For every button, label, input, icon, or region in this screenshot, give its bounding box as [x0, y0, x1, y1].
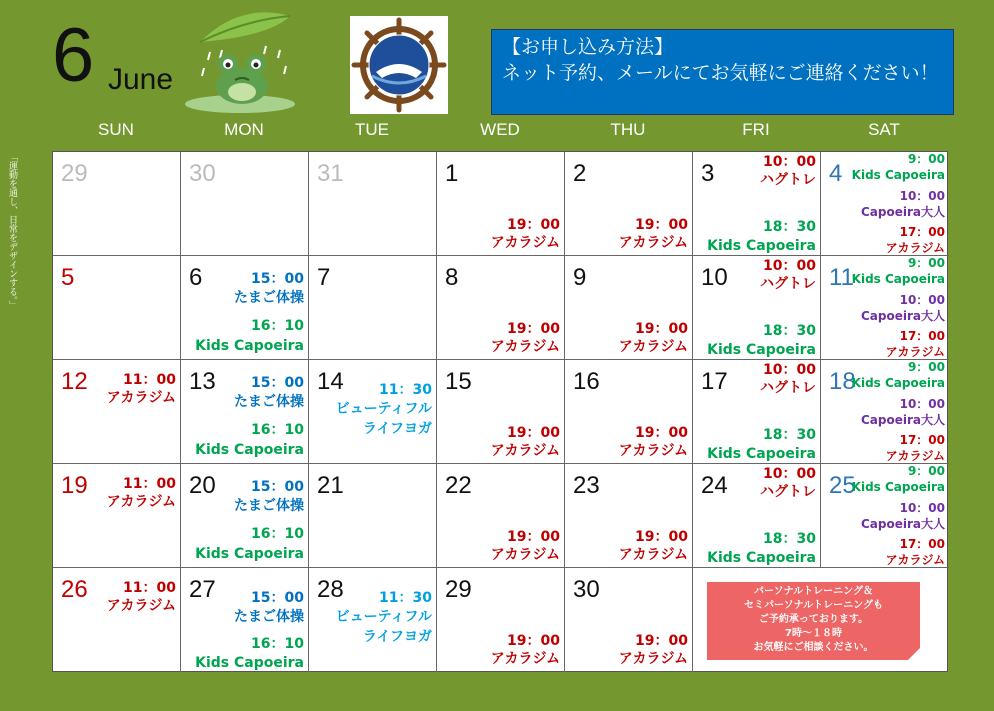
day-cell[interactable] — [437, 464, 565, 568]
event-time: 17：00 — [899, 329, 945, 343]
frog-illustration — [170, 6, 310, 116]
event-name: Kids Capoeira — [851, 272, 945, 286]
day-number: 22 — [445, 472, 472, 499]
event-time: 10：00 — [763, 466, 816, 482]
page-curl-icon — [908, 648, 920, 660]
event-name: アカラジム — [106, 494, 176, 510]
day-cell[interactable] — [309, 152, 437, 256]
event-time: 18：30 — [763, 427, 816, 443]
event-time: 19：00 — [635, 529, 688, 545]
day-number: 23 — [573, 472, 600, 499]
day-number: 27 — [189, 576, 216, 603]
day-number: 2 — [573, 160, 587, 187]
event-name: Kids Capoeira — [195, 338, 304, 354]
day-number: 20 — [189, 472, 216, 499]
note-line: 7時～１８時 — [785, 628, 842, 639]
event-time: 19：00 — [507, 529, 560, 545]
event-name: Kids Capoeira — [707, 238, 816, 254]
event-time: 10：00 — [899, 293, 945, 307]
event-name: アカラジム — [618, 651, 688, 667]
day-number: 29 — [445, 576, 472, 603]
day-cell[interactable] — [181, 256, 309, 360]
event-time: 10：00 — [899, 189, 945, 203]
event-name: アカラジム — [618, 235, 688, 251]
event-name: たまご体操 — [234, 290, 304, 306]
day-number: 7 — [317, 264, 331, 291]
event-time: 9：00 — [907, 360, 945, 374]
day-number: 13 — [189, 368, 216, 395]
day-number: 30 — [573, 576, 600, 603]
event-time: 19：00 — [635, 321, 688, 337]
day-number: 17 — [701, 368, 728, 395]
day-cell[interactable] — [437, 256, 565, 360]
event-name: アカラジム — [618, 339, 688, 355]
note-line: セミパーソナルトレーニングも — [744, 600, 883, 611]
event-time: 18：30 — [763, 323, 816, 339]
event-name: アカラジム — [490, 651, 560, 667]
event-name: ライフヨガ — [362, 629, 432, 645]
day-number: 18 — [829, 368, 856, 395]
day-number: 14 — [317, 368, 344, 395]
event-time: 10：00 — [763, 154, 816, 170]
day-cell[interactable] — [181, 464, 309, 568]
event-time: 19：00 — [507, 321, 560, 337]
day-number: 24 — [701, 472, 728, 499]
event-name: Kids Capoeira — [851, 480, 945, 494]
note-line: お気軽にご相談ください。 — [753, 642, 874, 653]
event-name: たまご体操 — [234, 394, 304, 410]
weekday-fri: FRI — [742, 120, 770, 139]
day-cell[interactable] — [565, 152, 693, 256]
weekday-wed: WED — [480, 120, 520, 139]
event-time: 15：00 — [251, 590, 304, 606]
event-time: 19：00 — [507, 425, 560, 441]
event-name: アカラジム — [618, 547, 688, 563]
day-number: 16 — [573, 368, 600, 395]
studio-logo — [350, 16, 448, 114]
day-cell[interactable] — [309, 360, 437, 464]
day-cell[interactable] — [693, 464, 821, 568]
weekday-sun: SUN — [98, 120, 134, 139]
day-number: 29 — [61, 160, 88, 187]
event-name: アカラジム — [490, 339, 560, 355]
event-time: 11：00 — [123, 476, 176, 492]
event-time: 10：00 — [763, 258, 816, 274]
day-number: 4 — [829, 160, 843, 187]
day-cell[interactable] — [181, 152, 309, 256]
event-time: 9：00 — [907, 464, 945, 478]
personal-training-note — [707, 582, 920, 660]
day-cell[interactable] — [181, 360, 309, 464]
event-name: アカラジム — [618, 443, 688, 459]
day-cell[interactable] — [309, 256, 437, 360]
event-name: ビューティフル — [335, 401, 432, 417]
event-name: アカラジム — [490, 443, 560, 459]
day-cell[interactable] — [309, 464, 437, 568]
day-number: 12 — [61, 368, 88, 395]
application-notice — [491, 29, 954, 115]
event-name: アカラジム — [490, 235, 560, 251]
day-number: 8 — [445, 264, 459, 291]
day-number: 25 — [829, 472, 856, 499]
day-number: 5 — [61, 264, 75, 291]
event-time: 9：00 — [907, 152, 945, 166]
event-name: Kids Capoeira — [195, 655, 304, 671]
event-name: ライフヨガ — [362, 421, 432, 437]
day-cell[interactable] — [437, 152, 565, 256]
event-name: たまご体操 — [234, 609, 304, 625]
event-time: 11：30 — [379, 382, 432, 398]
event-time: 17：00 — [899, 433, 945, 447]
day-cell[interactable] — [53, 464, 181, 568]
day-cell[interactable] — [181, 568, 309, 672]
event-time: 16：10 — [251, 636, 304, 652]
event-time: 11：00 — [123, 372, 176, 388]
event-name: Kids Capoeira — [707, 550, 816, 566]
day-number: 9 — [573, 264, 587, 291]
event-name: ビューティフル — [335, 609, 432, 625]
event-time: 11：00 — [123, 580, 176, 596]
day-number: 6 — [189, 264, 203, 291]
day-cell[interactable] — [821, 256, 949, 360]
event-name: Kids Capoeira — [851, 376, 945, 390]
day-number: 31 — [317, 160, 344, 187]
event-name: Kids Capoeira — [195, 442, 304, 458]
ship-wheel-logo-icon — [350, 16, 448, 114]
day-cell[interactable] — [693, 152, 821, 256]
day-cell[interactable] — [693, 360, 821, 464]
day-cell[interactable] — [437, 568, 565, 672]
weekday-sat: SAT — [868, 120, 900, 139]
day-cell[interactable] — [821, 152, 949, 256]
vertical-tagline: 「運動を通し、日常をデザインする。」 — [7, 152, 17, 310]
event-name: Kids Capoeira — [707, 446, 816, 462]
event-time: 18：30 — [763, 531, 816, 547]
day-cell[interactable] — [309, 568, 437, 672]
day-cell[interactable] — [565, 464, 693, 568]
event-name: アカラジム — [885, 241, 945, 255]
day-cell[interactable] — [565, 360, 693, 464]
event-time: 9：00 — [907, 256, 945, 270]
day-number: 10 — [701, 264, 728, 291]
event-name: ハグトレ — [760, 380, 816, 396]
day-cell[interactable] — [437, 360, 565, 464]
day-cell[interactable] — [53, 360, 181, 464]
event-time: 10：00 — [899, 501, 945, 515]
event-name: ハグトレ — [760, 276, 816, 292]
note-line: ご予約承っております。 — [758, 614, 869, 625]
event-time: 11：30 — [379, 590, 432, 606]
event-name: ハグトレ — [760, 484, 816, 500]
day-number: 3 — [701, 160, 715, 187]
event-time: 17：00 — [899, 225, 945, 239]
event-name: Capoeira大人 — [860, 517, 945, 531]
note-line: パーソナルトレーニング＆ — [754, 586, 873, 597]
month-number: 6 — [52, 13, 95, 98]
day-number: 21 — [317, 472, 344, 499]
event-time: 18：30 — [763, 219, 816, 235]
event-name: アカラジム — [106, 390, 176, 406]
event-time: 17：00 — [899, 537, 945, 551]
day-number: 28 — [317, 576, 344, 603]
event-time: 15：00 — [251, 479, 304, 495]
event-time: 16：10 — [251, 422, 304, 438]
event-name: たまご体操 — [234, 498, 304, 514]
event-time: 15：00 — [251, 271, 304, 287]
event-time: 10：00 — [763, 362, 816, 378]
event-name: Kids Capoeira — [195, 546, 304, 562]
weekday-mon: MON — [224, 120, 264, 139]
month-name: June — [108, 63, 174, 96]
notice-title: 【お申し込み方法】 — [502, 36, 674, 58]
event-time: 16：10 — [251, 318, 304, 334]
event-time: 19：00 — [507, 633, 560, 649]
day-number: 19 — [61, 472, 88, 499]
event-name: Capoeira大人 — [860, 413, 945, 427]
day-cell[interactable] — [53, 256, 181, 360]
event-name: アカラジム — [885, 449, 945, 463]
event-name: ハグトレ — [760, 172, 816, 188]
event-name: Kids Capoeira — [851, 168, 945, 182]
event-time: 19：00 — [635, 425, 688, 441]
event-time: 19：00 — [635, 217, 688, 233]
event-time: 10：00 — [899, 397, 945, 411]
day-cell[interactable] — [53, 152, 181, 256]
day-cell[interactable] — [693, 256, 821, 360]
event-name: アカラジム — [490, 547, 560, 563]
event-name: アカラジム — [885, 553, 945, 567]
day-cell[interactable] — [565, 568, 693, 672]
day-number: 30 — [189, 160, 216, 187]
event-name: Kids Capoeira — [707, 342, 816, 358]
day-cell[interactable] — [565, 256, 693, 360]
day-number: 1 — [445, 160, 459, 187]
day-cell[interactable] — [821, 464, 949, 568]
event-time: 16：10 — [251, 526, 304, 542]
notice-body: ネット予約、メールにてお気軽にご連絡ください！ — [502, 62, 939, 84]
event-name: Capoeira大人 — [860, 309, 945, 323]
event-name: アカラジム — [106, 598, 176, 614]
event-name: Capoeira大人 — [860, 205, 945, 219]
day-cell[interactable] — [821, 360, 949, 464]
weekday-tue: TUE — [355, 120, 389, 139]
weekday-thu: THU — [610, 120, 646, 139]
event-time: 19：00 — [635, 633, 688, 649]
day-number: 15 — [445, 368, 472, 395]
event-time: 15：00 — [251, 375, 304, 391]
day-number: 26 — [61, 576, 88, 603]
event-name: アカラジム — [885, 345, 945, 359]
event-time: 19：00 — [507, 217, 560, 233]
day-number: 11 — [829, 264, 854, 291]
day-cell[interactable] — [53, 568, 181, 672]
